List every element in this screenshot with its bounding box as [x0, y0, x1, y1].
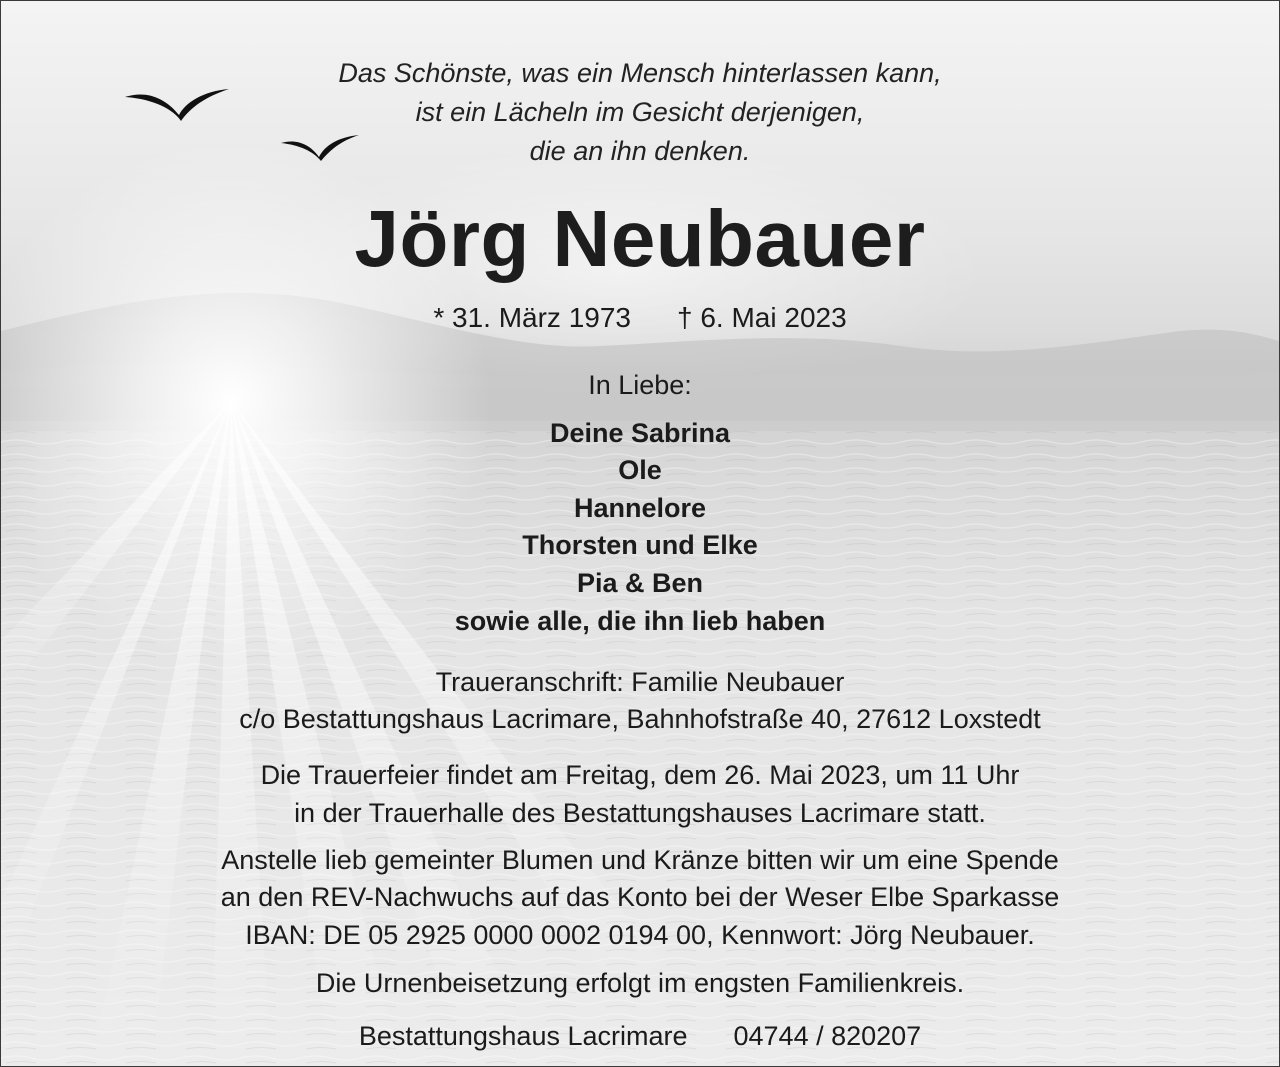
- ceremony-line: Die Trauerfeier findet am Freitag, dem 26. Mai 2023, um 11 Uhr: [260, 760, 1020, 790]
- undertaker-name: Bestattungshaus Lacrimare: [358, 1021, 688, 1051]
- mourner-name: sowie alle, die ihn lieb haben: [454, 606, 826, 636]
- in-love-label: In Liebe:: [588, 370, 692, 400]
- undertaker-phone: 04744 / 820207: [733, 1021, 922, 1051]
- life-dates: [1, 301, 1279, 335]
- quote-line: die an ihn denken.: [529, 136, 751, 166]
- birth-date: * 31. März 1973: [433, 302, 631, 333]
- mourner-name: Hannelore: [573, 493, 707, 523]
- address-line: c/o Bestattungshaus Lacrimare, Bahnhofstraße 40, 27612 Loxstedt: [239, 704, 1041, 734]
- quote-line: ist ein Lächeln im Gesicht derjenigen,: [415, 97, 865, 127]
- donation-line: Anstelle lieb gemeinter Blumen und Kränze bitten wir um eine Spende: [221, 845, 1059, 875]
- burial-note: Die Urnenbeisetzung erfolgt im engsten Familienkreis.: [315, 968, 965, 998]
- quote-line: Das Schönste, was ein Mensch hinterlassen kann,: [338, 58, 942, 88]
- donation-line: IBAN: DE 05 2925 0000 0002 0194 00, Kennwort: Jörg Neubauer.: [245, 920, 1035, 950]
- deceased-name: Jörg Neubauer: [354, 194, 926, 283]
- undertaker-footer: [1, 1018, 1279, 1056]
- death-date: † 6. Mai 2023: [677, 302, 847, 333]
- donation-line: an den REV-Nachwuchs auf das Konto bei der Weser Elbe Sparkasse: [220, 882, 1060, 912]
- address-line: Traueranschrift: Familie Neubauer: [435, 667, 845, 697]
- mourner-name: Deine Sabrina: [549, 418, 731, 448]
- mourner-name: Pia & Ben: [576, 568, 704, 598]
- ceremony-line: in der Trauerhalle des Bestattungshauses Lacrimare statt.: [294, 798, 986, 828]
- mourner-name: Ole: [618, 455, 662, 485]
- mourner-name: Thorsten und Elke: [522, 530, 758, 560]
